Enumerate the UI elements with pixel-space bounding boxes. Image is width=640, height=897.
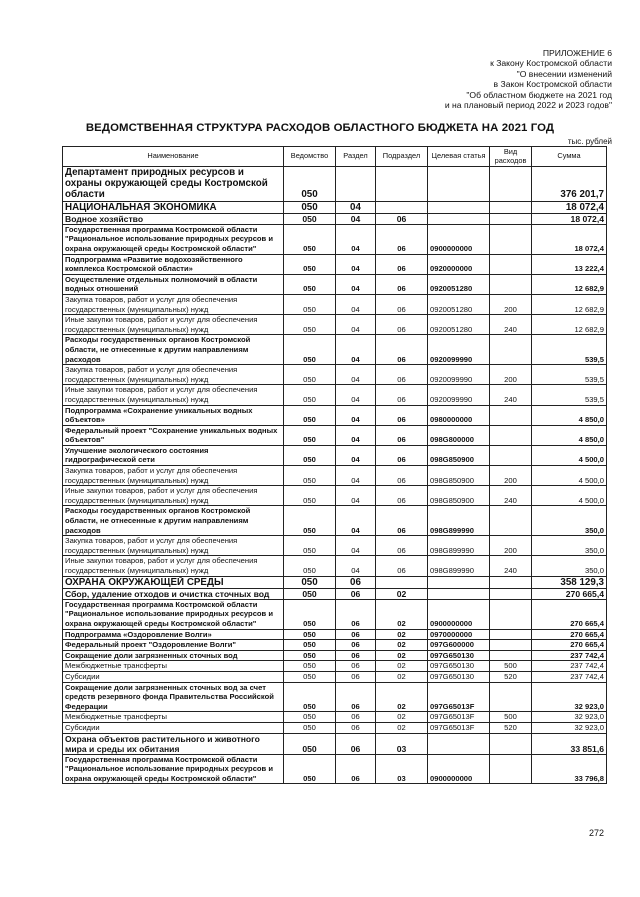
cell-name: Сокращение доли загрязненных сточных вод за счет средств резервного фонда Правительства Российской Федерации xyxy=(63,682,284,712)
cell-vr xyxy=(490,201,532,213)
cell-name: Закупка товаров, работ и услуг для обеспечения государственных (муниципальных) нужд xyxy=(63,365,284,385)
cell-razd: 04 xyxy=(336,556,376,576)
cell-vr xyxy=(490,445,532,465)
table-row xyxy=(63,650,607,661)
cell-name: Федеральный проект "Сохранение уникальных водных объектов" xyxy=(63,425,284,445)
cell-sum: 4 500,0 xyxy=(532,486,607,506)
table-row xyxy=(63,754,607,784)
cell-ved: 050 xyxy=(284,213,336,224)
table-row xyxy=(63,425,607,445)
budget-table xyxy=(62,146,607,784)
cell-sum: 13 222,4 xyxy=(532,254,607,274)
cell-razd: 06 xyxy=(336,629,376,640)
cell-cs xyxy=(428,576,490,588)
cell-podr: 06 xyxy=(376,254,428,274)
table-row xyxy=(63,213,607,224)
cell-podr: 02 xyxy=(376,712,428,723)
cell-cs: 0920099990 xyxy=(428,365,490,385)
cell-ved: 050 xyxy=(284,629,336,640)
cell-ved: 050 xyxy=(284,466,336,486)
table-row xyxy=(63,661,607,672)
cell-vr xyxy=(490,599,532,629)
header-line: "Об областном бюджете на 2021 год xyxy=(466,89,612,100)
cell-podr: 06 xyxy=(376,335,428,365)
cell-razd: 04 xyxy=(336,254,376,274)
table-row xyxy=(63,365,607,385)
cell-cs xyxy=(428,167,490,202)
cell-vr: 240 xyxy=(490,556,532,576)
cell-vr xyxy=(490,506,532,536)
cell-name: Закупка товаров, работ и услуг для обеспечения государственных (муниципальных) нужд xyxy=(63,536,284,556)
table-row xyxy=(63,640,607,651)
column-header: Подраздел xyxy=(376,147,428,167)
table-row xyxy=(63,466,607,486)
cell-cs: 0920051280 xyxy=(428,315,490,335)
cell-podr: 02 xyxy=(376,599,428,629)
cell-cs: 0980000000 xyxy=(428,405,490,425)
header-line: в Закон Костромской области xyxy=(493,79,612,90)
table-row xyxy=(63,506,607,536)
cell-sum: 539,5 xyxy=(532,385,607,405)
cell-vr xyxy=(490,224,532,254)
cell-vr xyxy=(490,167,532,202)
cell-razd: 06 xyxy=(336,682,376,712)
cell-name: Водное хозяйство xyxy=(63,213,284,224)
cell-vr xyxy=(490,576,532,588)
cell-podr: 02 xyxy=(376,722,428,733)
cell-ved: 050 xyxy=(284,536,336,556)
cell-vr xyxy=(490,650,532,661)
table-row xyxy=(63,576,607,588)
cell-ved: 050 xyxy=(284,722,336,733)
cell-ved: 050 xyxy=(284,650,336,661)
cell-podr: 06 xyxy=(376,315,428,335)
cell-ved: 050 xyxy=(284,365,336,385)
column-header: Целевая статья xyxy=(428,147,490,167)
cell-vr: 500 xyxy=(490,712,532,723)
cell-ved: 050 xyxy=(284,506,336,536)
cell-podr: 02 xyxy=(376,661,428,672)
cell-razd: 04 xyxy=(336,274,376,294)
cell-razd: 04 xyxy=(336,445,376,465)
cell-sum: 539,5 xyxy=(532,335,607,365)
cell-sum: 350,0 xyxy=(532,506,607,536)
cell-razd: 06 xyxy=(336,650,376,661)
cell-vr xyxy=(490,335,532,365)
cell-name: НАЦИОНАЛЬНАЯ ЭКОНОМИКА xyxy=(63,201,284,213)
cell-razd: 04 xyxy=(336,466,376,486)
cell-sum: 18 072,4 xyxy=(532,213,607,224)
cell-name: Межбюджетные трансферты xyxy=(63,661,284,672)
table-row xyxy=(63,224,607,254)
cell-ved: 050 xyxy=(284,754,336,784)
cell-podr: 06 xyxy=(376,224,428,254)
cell-name: Охрана объектов растительного и животного мира и среды их обитания xyxy=(63,733,284,754)
table-row xyxy=(63,588,607,599)
cell-ved: 050 xyxy=(284,315,336,335)
table-row xyxy=(63,722,607,733)
cell-sum: 4 500,0 xyxy=(532,445,607,465)
cell-vr xyxy=(490,274,532,294)
cell-cs xyxy=(428,733,490,754)
appendix-header xyxy=(445,48,612,110)
cell-vr xyxy=(490,425,532,445)
cell-razd: 04 xyxy=(336,536,376,556)
table-row xyxy=(63,536,607,556)
table-row xyxy=(63,254,607,274)
cell-name: Иные закупки товаров, работ и услуг для обеспечения государственных (муниципальных) нужд xyxy=(63,385,284,405)
cell-razd: 04 xyxy=(336,201,376,213)
cell-name: Закупка товаров, работ и услуг для обеспечения государственных (муниципальных) нужд xyxy=(63,466,284,486)
cell-vr xyxy=(490,733,532,754)
table-row xyxy=(63,599,607,629)
cell-razd: 04 xyxy=(336,385,376,405)
table-row xyxy=(63,712,607,723)
cell-vr: 200 xyxy=(490,294,532,314)
cell-name: Межбюджетные трансферты xyxy=(63,712,284,723)
cell-ved: 050 xyxy=(284,486,336,506)
cell-cs: 097G65013F xyxy=(428,722,490,733)
cell-razd: 04 xyxy=(336,335,376,365)
table-row xyxy=(63,274,607,294)
table-row xyxy=(63,445,607,465)
cell-vr xyxy=(490,254,532,274)
cell-razd: 04 xyxy=(336,213,376,224)
document-title: ВЕДОМСТВЕННАЯ СТРУКТУРА РАСХОДОВ ОБЛАСТНОГО БЮДЖЕТА НА 2021 ГОД xyxy=(85,122,555,134)
cell-razd: 06 xyxy=(336,671,376,682)
cell-name: Улучшение экологического состояния гидрографической сети xyxy=(63,445,284,465)
cell-sum: 270 665,4 xyxy=(532,599,607,629)
cell-vr: 200 xyxy=(490,536,532,556)
cell-sum: 18 072,4 xyxy=(532,224,607,254)
column-header: Раздел xyxy=(336,147,376,167)
cell-sum: 4 500,0 xyxy=(532,466,607,486)
cell-podr: 06 xyxy=(376,405,428,425)
column-header: Ведомство xyxy=(284,147,336,167)
cell-cs: 097G600000 xyxy=(428,640,490,651)
cell-cs: 098G850900 xyxy=(428,445,490,465)
cell-ved: 050 xyxy=(284,556,336,576)
cell-sum: 18 072,4 xyxy=(532,201,607,213)
cell-podr: 02 xyxy=(376,629,428,640)
cell-sum: 539,5 xyxy=(532,365,607,385)
header-line: ПРИЛОЖЕНИЕ 6 xyxy=(542,48,612,58)
cell-name: Сокращение доли загрязненных сточных вод xyxy=(63,650,284,661)
cell-razd: 06 xyxy=(336,599,376,629)
cell-name: Государственная программа Костромской области "Рациональное использование природных ресурсов и охрана окружающей среды Костромской области" xyxy=(63,754,284,784)
cell-name: Закупка товаров, работ и услуг для обеспечения государственных (муниципальных) нужд xyxy=(63,294,284,314)
cell-ved: 050 xyxy=(284,682,336,712)
cell-sum: 358 129,3 xyxy=(532,576,607,588)
cell-podr xyxy=(376,167,428,202)
unit-label: тыс. рублей xyxy=(567,137,612,146)
cell-razd: 04 xyxy=(336,405,376,425)
cell-name: ОХРАНА ОКРУЖАЮЩЕЙ СРЕДЫ xyxy=(63,576,284,588)
table-row xyxy=(63,201,607,213)
cell-cs: 0920099990 xyxy=(428,335,490,365)
table-row xyxy=(63,556,607,576)
cell-ved: 050 xyxy=(284,385,336,405)
cell-sum: 32 923,0 xyxy=(532,682,607,712)
cell-ved: 050 xyxy=(284,445,336,465)
header-line: "О внесении изменений xyxy=(516,68,612,79)
cell-ved: 050 xyxy=(284,671,336,682)
cell-cs: 0900000000 xyxy=(428,224,490,254)
cell-vr: 240 xyxy=(490,486,532,506)
cell-cs: 097G65013F xyxy=(428,682,490,712)
cell-name: Подпрограмма «Оздоровление Волги» xyxy=(63,629,284,640)
cell-ved: 050 xyxy=(284,588,336,599)
cell-razd: 06 xyxy=(336,588,376,599)
cell-vr xyxy=(490,629,532,640)
cell-razd: 04 xyxy=(336,365,376,385)
cell-sum: 12 682,9 xyxy=(532,315,607,335)
column-header: Наименование xyxy=(63,147,284,167)
table-row xyxy=(63,335,607,365)
cell-cs: 0920051280 xyxy=(428,274,490,294)
cell-vr: 200 xyxy=(490,365,532,385)
cell-sum: 32 923,0 xyxy=(532,712,607,723)
cell-name: Государственная программа Костромской области "Рациональное использование природных ресурсов и охрана окружающей среды Костромской области" xyxy=(63,599,284,629)
cell-sum: 32 923,0 xyxy=(532,722,607,733)
header-line: к Закону Костромской области xyxy=(490,58,612,69)
page-number: 272 xyxy=(588,828,604,838)
cell-ved: 050 xyxy=(284,576,336,588)
cell-cs: 0920000000 xyxy=(428,254,490,274)
cell-podr: 06 xyxy=(376,536,428,556)
cell-podr: 06 xyxy=(376,294,428,314)
cell-cs: 097G650130 xyxy=(428,671,490,682)
cell-ved: 050 xyxy=(284,201,336,213)
cell-sum: 12 682,9 xyxy=(532,294,607,314)
cell-vr xyxy=(490,640,532,651)
cell-ved: 050 xyxy=(284,599,336,629)
cell-podr: 06 xyxy=(376,486,428,506)
table-header-row xyxy=(63,147,607,167)
cell-vr xyxy=(490,588,532,599)
cell-vr: 520 xyxy=(490,671,532,682)
cell-podr: 06 xyxy=(376,425,428,445)
cell-name: Расходы государственных органов Костромской области, не отнесенные к другим направлениям расходов xyxy=(63,506,284,536)
cell-razd: 04 xyxy=(336,315,376,335)
cell-ved: 050 xyxy=(284,712,336,723)
cell-ved: 050 xyxy=(284,640,336,651)
table-row xyxy=(63,486,607,506)
cell-name: Департамент природных ресурсов и охраны окружающей среды Костромской области xyxy=(63,167,284,202)
table-row xyxy=(63,671,607,682)
cell-podr xyxy=(376,201,428,213)
cell-vr: 240 xyxy=(490,385,532,405)
table-row xyxy=(63,405,607,425)
table-row xyxy=(63,629,607,640)
cell-cs: 098G850900 xyxy=(428,466,490,486)
cell-podr: 02 xyxy=(376,682,428,712)
table-row xyxy=(63,167,607,202)
cell-vr: 200 xyxy=(490,466,532,486)
cell-name: Осуществление отдельных полномочий в области водных отношений xyxy=(63,274,284,294)
cell-vr: 520 xyxy=(490,722,532,733)
cell-sum: 12 682,9 xyxy=(532,274,607,294)
cell-podr: 06 xyxy=(376,365,428,385)
cell-sum: 33 796,8 xyxy=(532,754,607,784)
cell-ved: 050 xyxy=(284,405,336,425)
cell-razd: 06 xyxy=(336,640,376,651)
cell-podr: 06 xyxy=(376,506,428,536)
cell-sum: 350,0 xyxy=(532,536,607,556)
cell-podr: 06 xyxy=(376,213,428,224)
cell-razd: 06 xyxy=(336,754,376,784)
cell-razd: 06 xyxy=(336,712,376,723)
cell-cs xyxy=(428,201,490,213)
cell-podr: 06 xyxy=(376,274,428,294)
cell-cs: 097G650130 xyxy=(428,661,490,672)
cell-name: Сбор, удаление отходов и очистка сточных вод xyxy=(63,588,284,599)
cell-razd: 04 xyxy=(336,425,376,445)
cell-name: Расходы государственных органов Костромской области, не отнесенные к другим направлениям расходов xyxy=(63,335,284,365)
cell-sum: 350,0 xyxy=(532,556,607,576)
cell-razd: 04 xyxy=(336,224,376,254)
cell-vr: 240 xyxy=(490,315,532,335)
cell-cs: 098G899990 xyxy=(428,556,490,576)
cell-sum: 237 742,4 xyxy=(532,650,607,661)
table-row xyxy=(63,315,607,335)
table-row xyxy=(63,294,607,314)
cell-cs: 098G899990 xyxy=(428,536,490,556)
cell-razd: 06 xyxy=(336,661,376,672)
cell-ved: 050 xyxy=(284,733,336,754)
cell-name: Субсидии xyxy=(63,671,284,682)
header-line: и на плановый период 2022 и 2023 годов" xyxy=(444,100,612,111)
cell-cs: 0970000000 xyxy=(428,629,490,640)
cell-sum: 33 851,6 xyxy=(532,733,607,754)
cell-cs xyxy=(428,213,490,224)
cell-podr: 02 xyxy=(376,588,428,599)
cell-ved: 050 xyxy=(284,224,336,254)
cell-cs xyxy=(428,588,490,599)
cell-vr: 500 xyxy=(490,661,532,672)
cell-podr xyxy=(376,576,428,588)
cell-name: Государственная программа Костромской области "Рациональное использование природных ресурсов и охрана окружающей среды Костромской области" xyxy=(63,224,284,254)
cell-name: Федеральный проект "Оздоровление Волги" xyxy=(63,640,284,651)
cell-podr: 02 xyxy=(376,640,428,651)
cell-sum: 237 742,4 xyxy=(532,671,607,682)
cell-sum: 376 201,7 xyxy=(532,167,607,202)
cell-podr: 03 xyxy=(376,733,428,754)
cell-sum: 270 665,4 xyxy=(532,640,607,651)
cell-cs: 097G65013F xyxy=(428,712,490,723)
cell-name: Подпрограмма «Сохранение уникальных водных объектов» xyxy=(63,405,284,425)
cell-razd: 04 xyxy=(336,486,376,506)
cell-ved: 050 xyxy=(284,254,336,274)
cell-ved: 050 xyxy=(284,661,336,672)
cell-sum: 270 665,4 xyxy=(532,629,607,640)
cell-cs: 0920099990 xyxy=(428,385,490,405)
cell-podr: 03 xyxy=(376,754,428,784)
cell-podr: 06 xyxy=(376,466,428,486)
column-header: Вид расходов xyxy=(490,147,532,167)
cell-razd: 06 xyxy=(336,733,376,754)
cell-sum: 270 665,4 xyxy=(532,588,607,599)
cell-razd: 04 xyxy=(336,506,376,536)
cell-podr: 06 xyxy=(376,445,428,465)
cell-ved: 050 xyxy=(284,167,336,202)
cell-podr: 06 xyxy=(376,385,428,405)
cell-vr xyxy=(490,682,532,712)
cell-razd: 06 xyxy=(336,722,376,733)
cell-podr: 02 xyxy=(376,671,428,682)
cell-name: Иные закупки товаров, работ и услуг для обеспечения государственных (муниципальных) нужд xyxy=(63,315,284,335)
table-row xyxy=(63,385,607,405)
cell-podr: 02 xyxy=(376,650,428,661)
cell-name: Подпрограмма «Развитие водохозяйственного комплекса Костромской области» xyxy=(63,254,284,274)
cell-sum: 4 850,0 xyxy=(532,425,607,445)
cell-cs: 097G650130 xyxy=(428,650,490,661)
cell-cs: 098G800000 xyxy=(428,425,490,445)
cell-cs: 098G899990 xyxy=(428,506,490,536)
cell-name: Иные закупки товаров, работ и услуг для обеспечения государственных (муниципальных) нужд xyxy=(63,556,284,576)
cell-ved: 050 xyxy=(284,274,336,294)
cell-vr xyxy=(490,754,532,784)
cell-name: Субсидии xyxy=(63,722,284,733)
cell-ved: 050 xyxy=(284,294,336,314)
cell-razd: 06 xyxy=(336,576,376,588)
cell-vr xyxy=(490,405,532,425)
cell-sum: 237 742,4 xyxy=(532,661,607,672)
table-body xyxy=(63,167,607,784)
cell-ved: 050 xyxy=(284,425,336,445)
table-row xyxy=(63,733,607,754)
cell-vr xyxy=(490,213,532,224)
cell-razd: 04 xyxy=(336,294,376,314)
cell-name: Иные закупки товаров, работ и услуг для обеспечения государственных (муниципальных) нужд xyxy=(63,486,284,506)
cell-cs: 0900000000 xyxy=(428,599,490,629)
cell-cs: 098G850900 xyxy=(428,486,490,506)
cell-razd xyxy=(336,167,376,202)
cell-podr: 06 xyxy=(376,556,428,576)
cell-ved: 050 xyxy=(284,335,336,365)
table-row xyxy=(63,682,607,712)
column-header: Сумма xyxy=(532,147,607,167)
cell-cs: 0900000000 xyxy=(428,754,490,784)
cell-cs: 0920051280 xyxy=(428,294,490,314)
cell-sum: 4 850,0 xyxy=(532,405,607,425)
